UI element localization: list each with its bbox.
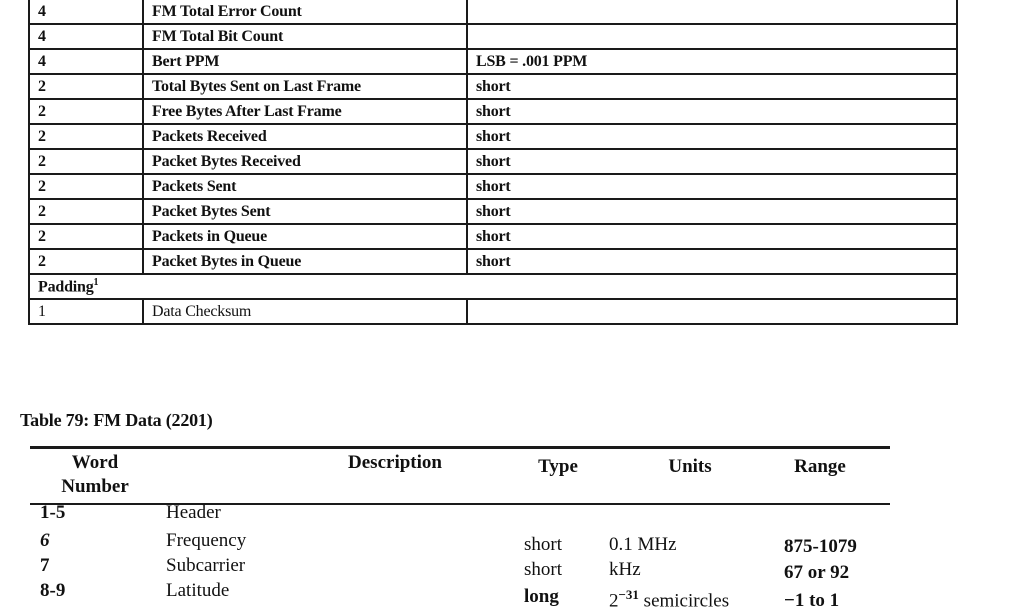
padding-row bbox=[29, 274, 957, 299]
table-row bbox=[29, 24, 957, 49]
description: Header bbox=[166, 502, 221, 523]
field-table bbox=[28, 0, 958, 325]
field-size: 1 bbox=[29, 299, 143, 324]
description: Latitude bbox=[166, 580, 230, 601]
field-size: 2 bbox=[29, 199, 143, 224]
word-number: 8-9 bbox=[40, 580, 66, 601]
field-note bbox=[467, 0, 957, 24]
field-name: Data Checksum bbox=[143, 299, 467, 324]
field-name: Packets Sent bbox=[143, 174, 467, 199]
table-row bbox=[0, 528, 1024, 557]
field-size: 2 bbox=[29, 174, 143, 199]
field-note bbox=[467, 299, 957, 324]
field-size: 2 bbox=[29, 124, 143, 149]
units-rest: semicircles bbox=[638, 590, 730, 612]
table-row bbox=[29, 149, 957, 174]
units-exponent: −31 bbox=[618, 587, 639, 602]
description: Subcarrier bbox=[166, 555, 246, 576]
field-size: 2 bbox=[29, 74, 143, 99]
table-row bbox=[0, 553, 1024, 583]
field-name: Total Bytes Sent on Last Frame bbox=[143, 74, 467, 99]
table-row bbox=[29, 99, 957, 124]
field-note: short bbox=[467, 224, 957, 249]
field-size: 2 bbox=[29, 249, 143, 274]
field-note: LSB = .001 PPM bbox=[467, 49, 957, 74]
word-number: 7 bbox=[40, 555, 50, 576]
table-caption: Table 79: FM Data (2201) bbox=[20, 410, 213, 430]
table-row bbox=[0, 500, 1024, 526]
field-name: Packet Bytes Received bbox=[143, 149, 467, 174]
type: long bbox=[524, 586, 559, 607]
field-name: Packet Bytes in Queue bbox=[143, 249, 467, 274]
table-row bbox=[29, 249, 957, 274]
table-row bbox=[29, 0, 957, 24]
units: 0.1 MHz bbox=[609, 534, 677, 555]
table-row bbox=[29, 199, 957, 224]
field-name: Packets Received bbox=[143, 124, 467, 149]
range: 875-1079 bbox=[784, 536, 857, 557]
units: kHz bbox=[609, 559, 641, 580]
word-number: 1-5 bbox=[40, 502, 66, 523]
checksum-row bbox=[29, 299, 957, 324]
field-size: 4 bbox=[29, 0, 143, 24]
table-row bbox=[29, 124, 957, 149]
type: short bbox=[524, 559, 562, 580]
table-row bbox=[29, 224, 957, 249]
field-note: short bbox=[467, 74, 957, 99]
units bbox=[609, 582, 729, 614]
header-range: Range bbox=[794, 456, 846, 477]
description: Frequency bbox=[166, 530, 247, 551]
table-row bbox=[29, 74, 957, 99]
table-row bbox=[29, 174, 957, 199]
field-size: 2 bbox=[29, 149, 143, 174]
header-type: Type bbox=[538, 456, 578, 477]
header-word-number: Word Number bbox=[61, 452, 129, 497]
field-note: short bbox=[467, 149, 957, 174]
range: −1 to 1 bbox=[784, 590, 840, 611]
field-size: 2 bbox=[29, 224, 143, 249]
padding-label: Padding bbox=[38, 278, 94, 296]
table-row bbox=[29, 49, 957, 74]
units-base: 2 bbox=[609, 590, 619, 612]
table-row bbox=[0, 578, 1024, 612]
field-size: 4 bbox=[29, 49, 143, 74]
range: 67 or 92 bbox=[784, 562, 850, 583]
field-name: FM Total Error Count bbox=[143, 0, 467, 24]
field-note: short bbox=[467, 124, 957, 149]
padding-cell bbox=[29, 274, 957, 299]
field-size: 2 bbox=[29, 99, 143, 124]
table-top-rule bbox=[30, 446, 890, 449]
field-size: 4 bbox=[29, 24, 143, 49]
field-name: Free Bytes After Last Frame bbox=[143, 99, 467, 124]
type: short bbox=[524, 534, 562, 555]
word-number: 6 bbox=[40, 530, 50, 551]
field-note: short bbox=[467, 199, 957, 224]
field-note: short bbox=[467, 174, 957, 199]
field-name: Packets in Queue bbox=[143, 224, 467, 249]
header-units: Units bbox=[668, 456, 712, 477]
field-name: Bert PPM bbox=[143, 49, 467, 74]
field-note: short bbox=[467, 249, 957, 274]
field-note: short bbox=[467, 99, 957, 124]
field-name: FM Total Bit Count bbox=[143, 24, 467, 49]
footnote-marker: 1 bbox=[93, 276, 99, 288]
field-name: Packet Bytes Sent bbox=[143, 199, 467, 224]
field-note bbox=[467, 24, 957, 49]
header-description: Description bbox=[348, 452, 442, 473]
